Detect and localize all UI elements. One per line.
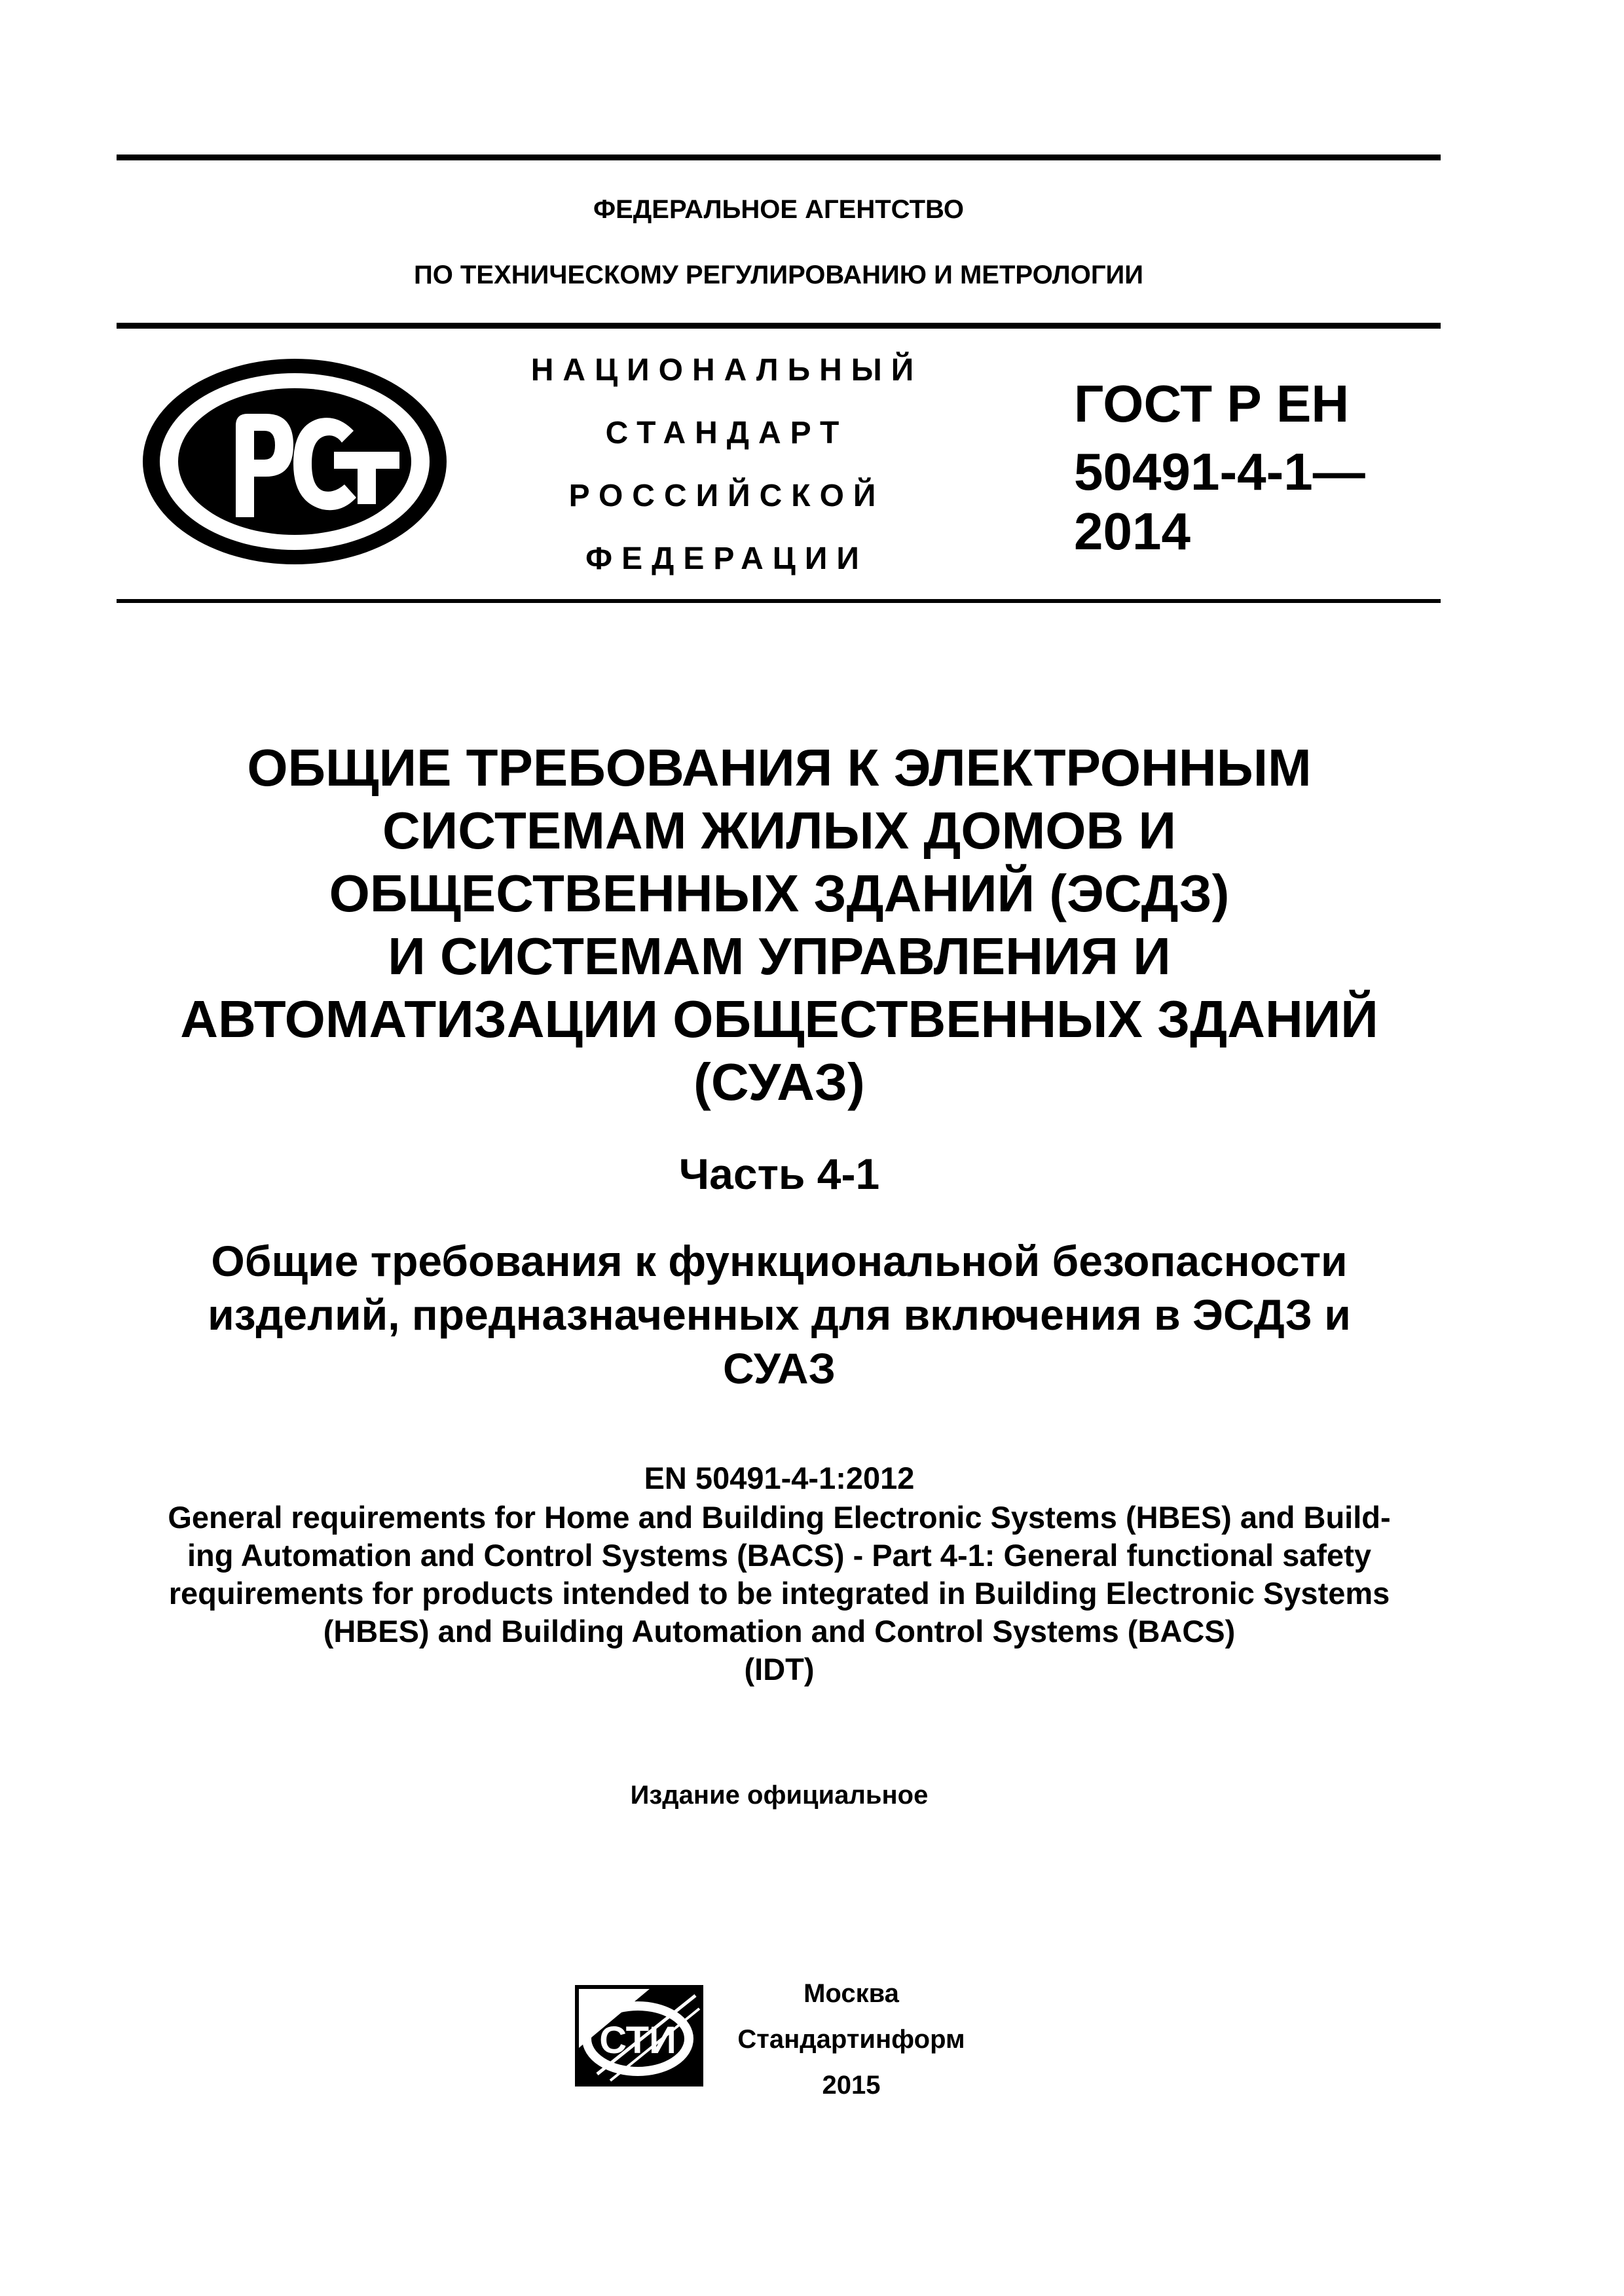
- title-line-2: СИСТЕМАМ ЖИЛЫХ ДОМОВ И: [382, 801, 1176, 860]
- mid-rule: [117, 599, 1441, 603]
- en-text-line-1: General requirements for Home and Building Electronic Systems (HBES) and Build-: [168, 1500, 1391, 1535]
- en-text-line-2: ing Automation and Control Systems (BACS) - Part 4-1: General functional safety: [187, 1538, 1371, 1573]
- publisher-year: 2015: [822, 2071, 881, 2100]
- rst-logo-graphic: [138, 354, 452, 570]
- en-text-line-5: (IDT): [744, 1652, 815, 1686]
- designation-line-1: ГОСТ Р ЕН: [1074, 374, 1350, 433]
- part-label: Часть 4-1: [678, 1150, 880, 1198]
- edition-label: Издание официальное: [630, 1781, 929, 1810]
- en-code: EN 50491-4-1:2012: [644, 1461, 915, 1495]
- subtitle-line-2: изделий, предназначенных для включения в ЭСДЗ и: [208, 1290, 1351, 1339]
- standard-type-line-4: ФЕДЕРАЦИИ: [585, 541, 868, 576]
- en-text-line-3: requirements for products intended to be integrated in Building Electronic Systems: [168, 1576, 1390, 1611]
- title-line-5: АВТОМАТИЗАЦИИ ОБЩЕСТВЕННЫХ ЗДАНИЙ: [180, 990, 1378, 1048]
- standard-type-line-1: НАЦИОНАЛЬНЫЙ: [530, 353, 923, 388]
- publisher-name: Стандартинформ: [737, 2025, 965, 2054]
- en-text-line-4: (HBES) and Building Automation and Control Systems (BACS): [323, 1614, 1236, 1649]
- designation-line-2: 50491-4-1—: [1074, 443, 1365, 501]
- standartinform-logo: [571, 1976, 709, 2090]
- designation-line-3: 2014: [1074, 502, 1190, 560]
- standard-type-line-3: РОССИЙСКОЙ: [568, 479, 885, 513]
- publisher-logo-graphic: [571, 1976, 709, 2090]
- subtitle-line-3: СУАЗ: [723, 1344, 836, 1393]
- header-rule: [117, 323, 1441, 329]
- rst-logo: [138, 354, 452, 570]
- top-rule: [117, 155, 1441, 160]
- title-line-6: (СУАЗ): [693, 1053, 865, 1111]
- subtitle-line-1: Общие требования к функциональной безопасности: [211, 1237, 1348, 1285]
- publisher-logo-text: СТИ: [599, 2019, 676, 2062]
- agency-line-1: ФЕДЕРАЛЬНОЕ АГЕНТСТВО: [593, 195, 965, 224]
- agency-line-2: ПО ТЕХНИЧЕСКОМУ РЕГУЛИРОВАНИЮ И МЕТРОЛОГИИ: [413, 261, 1144, 289]
- title-line-1: ОБЩИЕ ТРЕБОВАНИЯ К ЭЛЕКТРОННЫМ: [247, 738, 1312, 797]
- title-line-4: И СИСТЕМАМ УПРАВЛЕНИЯ И: [388, 927, 1171, 985]
- publisher-city: Москва: [803, 1979, 899, 2008]
- standard-type-line-2: СТАНДАРТ: [605, 416, 849, 450]
- title-line-3: ОБЩЕСТВЕННЫХ ЗДАНИЙ (ЭСДЗ): [329, 864, 1230, 922]
